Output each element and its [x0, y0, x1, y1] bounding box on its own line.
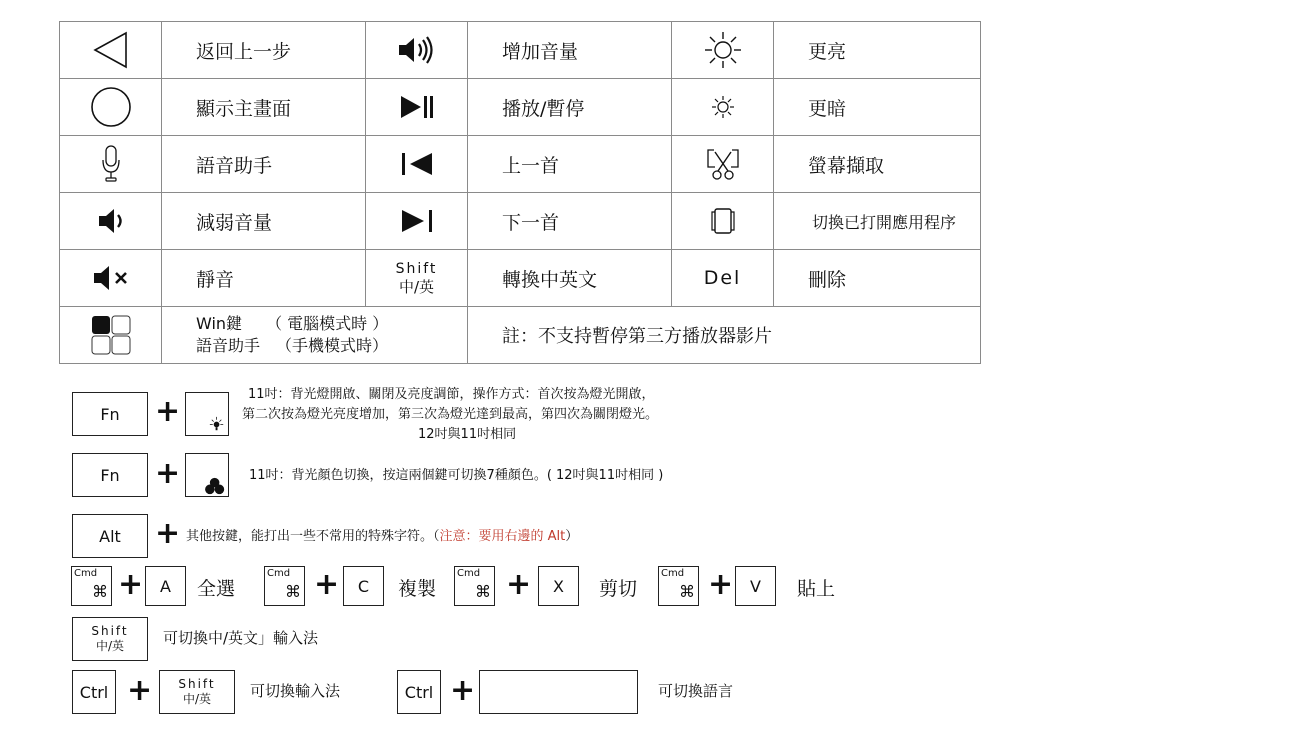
- fn-key: Fn: [72, 392, 148, 436]
- command-icon: ⌘: [92, 582, 108, 601]
- zh-en-text: 中/英: [182, 692, 212, 706]
- command-icon: ⌘: [475, 582, 491, 601]
- cmd-text: Cmd: [267, 568, 291, 579]
- brightness-up-icon: [672, 22, 774, 79]
- plus-sign: +: [155, 394, 181, 429]
- windows-grid-icon: [60, 307, 162, 364]
- alt-note-text: 其他按鍵，能打出一些不常用的特殊字符。（: [186, 529, 440, 544]
- shift-key: [159, 670, 235, 714]
- screenshot-scissors-icon: [672, 136, 774, 193]
- alt-note: [186, 526, 578, 547]
- ctrl-shift-note: 可切換輸入法: [250, 682, 341, 700]
- table-row: [60, 136, 981, 193]
- shift-key: [72, 617, 148, 661]
- back-triangle-icon: [60, 22, 162, 79]
- table-row: [60, 79, 981, 136]
- shift-text: Shift: [178, 677, 216, 691]
- table-row: [60, 250, 981, 307]
- volume-up-icon: [366, 22, 468, 79]
- play-pause-icon: [366, 79, 468, 136]
- backlight-note-1: 11吋：背光燈開啟、關閉及亮度調節，操作方式：首次按為燈光開啟，: [248, 387, 655, 402]
- table-cell: 返回上一步: [162, 22, 366, 79]
- zh-en-text: 中/英: [95, 639, 125, 653]
- v-key: V: [735, 566, 776, 606]
- table-cell: 下一首: [468, 193, 672, 250]
- ctrl-space-note: 可切換語言: [658, 682, 734, 700]
- backlight-key: [185, 392, 229, 436]
- backlight-note-2: 第二次按為燈光亮度增加，第三次為燈光達到最高，第四次為關閉燈光。: [242, 407, 659, 422]
- shift-text: Shift: [395, 261, 438, 277]
- plus-sign: +: [118, 567, 144, 602]
- cmd-text: Cmd: [74, 568, 98, 579]
- table-cell: 播放/暫停: [468, 79, 672, 136]
- ctrl-key: Ctrl: [72, 670, 116, 714]
- del-text: Del: [703, 267, 742, 289]
- table-cell: 切換已打開應用程序: [774, 193, 981, 250]
- fn-key: Fn: [72, 453, 148, 497]
- brightness-down-icon: [672, 79, 774, 136]
- a-key: A: [145, 566, 186, 606]
- note-cell: 註：不支持暫停第三方播放器影片: [468, 307, 981, 364]
- table-cell: 轉換中英文: [468, 250, 672, 307]
- table-cell: 顯示主畫面: [162, 79, 366, 136]
- ctrl-key: Ctrl: [397, 670, 441, 714]
- cmd-key: [71, 566, 112, 606]
- cmd-text: Cmd: [457, 568, 481, 579]
- plus-sign: +: [314, 567, 340, 602]
- command-icon: ⌘: [679, 582, 695, 601]
- backlight-color-key: [185, 453, 229, 497]
- plus-sign: +: [708, 567, 734, 602]
- x-key: X: [538, 566, 579, 606]
- previous-track-icon: [366, 136, 468, 193]
- volume-down-icon: [60, 193, 162, 250]
- plus-sign: +: [506, 567, 532, 602]
- alt-key: Alt: [72, 514, 148, 558]
- table-cell: 增加音量: [468, 22, 672, 79]
- next-track-icon: [366, 193, 468, 250]
- win-key-text: Win鍵: [196, 314, 243, 333]
- select-all-label: 全選: [197, 578, 236, 600]
- win-key-cell: [162, 307, 468, 364]
- plus-sign: +: [450, 673, 476, 708]
- command-icon: ⌘: [285, 582, 301, 601]
- cmd-key: [658, 566, 699, 606]
- table-cell: 上一首: [468, 136, 672, 193]
- phone-mode-text: （手機模式時）: [276, 336, 389, 355]
- table-cell: 語音助手: [162, 136, 366, 193]
- backlight-note-3: 12吋與11吋相同: [418, 427, 517, 442]
- table-row: [60, 307, 981, 364]
- del-key-label: [672, 250, 774, 307]
- shift-text: Shift: [91, 624, 129, 638]
- plus-sign: +: [155, 516, 181, 551]
- home-circle-icon: [60, 79, 162, 136]
- mute-icon: [60, 250, 162, 307]
- table-cell: 更暗: [774, 79, 981, 136]
- app-switch-icon: [672, 193, 774, 250]
- cmd-key: [454, 566, 495, 606]
- plus-sign: +: [127, 673, 153, 708]
- alt-note-end: ）: [565, 529, 579, 544]
- table-cell: 更亮: [774, 22, 981, 79]
- color-note: 11吋：背光顏色切換，按這兩個鍵可切換7種顏色。( 12吋與11吋相同 ): [249, 468, 664, 483]
- table-cell: 螢幕擷取: [774, 136, 981, 193]
- zh-en-text: 中/英: [398, 278, 435, 296]
- alt-note-warning: 注意：要用右邊的 Alt: [439, 529, 566, 544]
- shift-note: 可切換中/英文」輸入法: [163, 629, 319, 647]
- space-key: [479, 670, 638, 714]
- cut-label: 剪切: [599, 578, 638, 600]
- shift-key-label: [366, 250, 468, 307]
- voice-assist-text: 語音助手: [196, 336, 261, 355]
- table-cell: 靜音: [162, 250, 366, 307]
- table-row: [60, 193, 981, 250]
- cmd-text: Cmd: [661, 568, 685, 579]
- microphone-icon: [60, 136, 162, 193]
- backlight-bulb-icon: [186, 392, 228, 436]
- c-key: C: [343, 566, 384, 606]
- paste-label: 貼上: [797, 578, 836, 600]
- table-cell: 減弱音量: [162, 193, 366, 250]
- shortcut-table: [59, 21, 981, 364]
- color-dots-icon: [186, 453, 228, 497]
- copy-label: 複製: [398, 578, 437, 600]
- table-cell: 刪除: [774, 250, 981, 307]
- cmd-key: [264, 566, 305, 606]
- computer-mode-text: （ 電腦模式時 ）: [266, 314, 389, 333]
- table-row: [60, 22, 981, 79]
- plus-sign: +: [155, 456, 181, 491]
